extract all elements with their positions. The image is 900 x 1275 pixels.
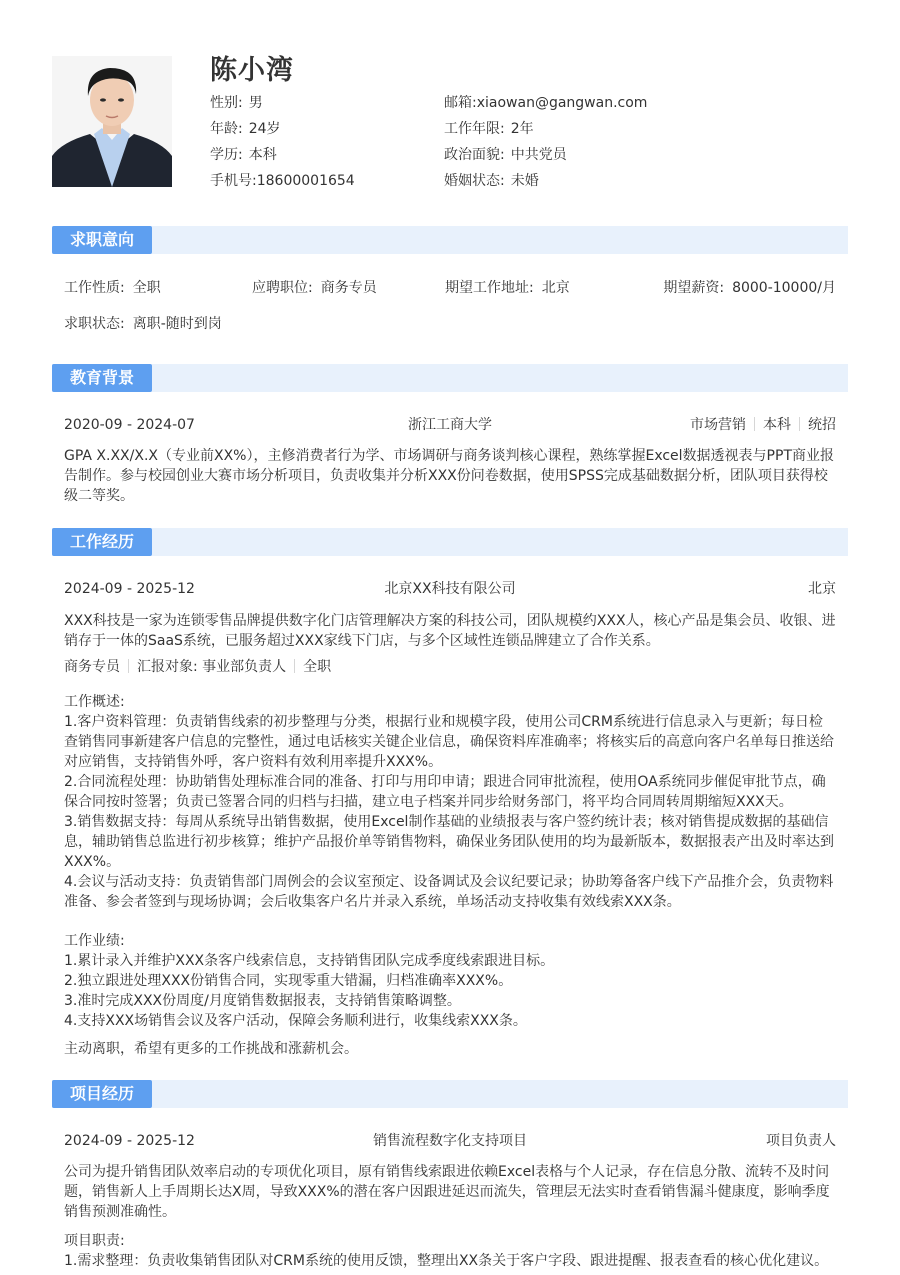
- intent-job-type: [64, 278, 161, 298]
- education-period: 2020-09 - 2024-07: [64, 417, 195, 433]
- section-header-project: [52, 1080, 848, 1108]
- section-title: 求职意向: [52, 226, 152, 254]
- work-tag: 商务专员: [64, 659, 120, 675]
- info-value: 中共党员: [510, 147, 567, 163]
- work-achievement-item: 2.独立跟进处理XXX份销售合同，实现零重大错漏，归档准确率XXX%。: [64, 973, 513, 989]
- info-value: 未婚: [510, 173, 539, 189]
- info-value: xiaowan@gangwan.com: [476, 95, 648, 111]
- work-overview-item: 2.合同流程处理：协助销售处理标准合同的准备、打印与用印申请；跟进合同审批流程，使用OA系统同步催促审批节点，确保合同按时签署；负责已签署合同的归档与扫描，建立电子档案并同步给财务部门，将平均合同周转周期缩短XXX天。: [64, 774, 826, 810]
- candidate-name: 陈小湾: [210, 55, 294, 86]
- work-achievements-title: 工作业绩:: [64, 933, 125, 949]
- intent-label: 求职状态:: [64, 316, 125, 332]
- intent-value: 商务专员: [320, 280, 377, 296]
- divider: [294, 659, 295, 673]
- info-value: 2年: [510, 121, 534, 137]
- info-label: 年龄:: [210, 121, 243, 137]
- info-phone: [210, 171, 355, 197]
- intent-location: [445, 278, 570, 298]
- work-leave-reason: 主动离职，希望有更多的工作挑战和涨薪机会。: [64, 1041, 358, 1057]
- intent-label: 工作性质:: [64, 280, 125, 296]
- project-role: 项目负责人: [766, 1133, 836, 1149]
- work-achievement-item: 4.支持XXX场销售会议及客户活动，保障会务顺利进行，收集线索XXX条。: [64, 1013, 527, 1029]
- divider: [754, 417, 755, 431]
- education-type: 统招: [808, 417, 836, 433]
- work-achievements: [64, 931, 836, 1031]
- info-gender: [210, 93, 355, 119]
- work-overview-title: 工作概述:: [64, 694, 125, 710]
- info-email: [444, 93, 647, 119]
- intent-value: 8000-10000/月: [732, 280, 836, 296]
- intent-status: [64, 314, 222, 334]
- project-period: 2024-09 - 2025-12: [64, 1133, 195, 1149]
- info-label: 婚姻状态:: [444, 173, 505, 189]
- project-duty-item: 1.需求整理：负责收集销售团队对CRM系统的使用反馈，整理出XX条关于客户字段、跟进提醒、报表查看的核心优化建议。: [64, 1253, 829, 1269]
- intent-label: 期望薪资:: [663, 280, 725, 296]
- work-company: 北京XX科技有限公司: [384, 581, 516, 597]
- work-overview-item: 1.客户资料管理：负责销售线索的初步整理与分类，根据行业和规模字段，使用公司CRM系统进行信息录入与更新；每日检查销售同事新建客户信息的完整性，通过电话核实关键企业信息，确保资料库准确率；将核实后的高意向客户名单每日推送给对应销售，支持销售外呼，客户资料有效利用率提升XXX%。: [64, 714, 834, 770]
- project-duties-title: 项目职责:: [64, 1233, 125, 1249]
- intent-salary: [663, 278, 836, 298]
- divider: [799, 417, 800, 431]
- project-duties: [64, 1231, 836, 1271]
- section-title: 项目经历: [52, 1080, 152, 1108]
- work-entry-header: [64, 579, 836, 599]
- work-overview: [64, 692, 836, 912]
- info-marital-status: [444, 171, 647, 197]
- info-label: 工作年限:: [444, 121, 505, 137]
- work-tag: 汇报对象: 事业部负责人: [137, 659, 287, 675]
- section-title: 工作经历: [52, 528, 152, 556]
- education-major: 市场营销: [690, 417, 746, 433]
- section-header-education: [52, 364, 848, 392]
- info-value: 24岁: [248, 121, 281, 137]
- intent-label: 应聘职位:: [252, 280, 313, 296]
- section-header-intent: [52, 226, 848, 254]
- info-education: [210, 145, 355, 171]
- avatar-photo: [52, 56, 172, 187]
- info-age: [210, 119, 355, 145]
- basic-info-left: [210, 93, 355, 197]
- divider: [128, 659, 129, 673]
- work-tags: [64, 657, 836, 677]
- basic-info-right: [444, 93, 647, 197]
- info-label: 性别:: [210, 95, 243, 111]
- info-value: 男: [248, 95, 263, 111]
- info-political-status: [444, 145, 647, 171]
- education-entry-header: [64, 415, 836, 435]
- info-work-years: [444, 119, 647, 145]
- intent-value: 北京: [541, 280, 570, 296]
- intent-value: 全职: [132, 280, 161, 296]
- project-name: 销售流程数字化支持项目: [373, 1133, 527, 1149]
- education-degree: 本科: [763, 417, 791, 433]
- work-overview-item: 4.会议与活动支持：负责销售部门周例会的会议室预定、设备调试及会议纪要记录；协助筹备客户线下产品推介会，负责物料准备、参会者签到与现场协调；会后收集客户名片并录入系统，单场活动支持收集有效线索XXX条。: [64, 874, 834, 910]
- section-title: 教育背景: [52, 364, 152, 392]
- info-value: 本科: [248, 147, 277, 163]
- intent-value: 离职-随时到岗: [132, 316, 222, 332]
- person-photo-icon: [52, 56, 172, 187]
- info-label: 邮箱:: [444, 95, 477, 111]
- intent-position: [252, 278, 377, 298]
- work-achievement-item: 3.准时完成XXX份周度/月度销售数据报表，支持销售策略调整。: [64, 993, 461, 1009]
- work-city: 北京: [808, 581, 836, 597]
- education-description: GPA X.XX/X.X（专业前XX%），主修消费者行为学、市场调研与商务谈判核心课程，熟练掌握Excel数据透视表与PPT商业报告制作。参与校园创业大赛市场分析项目，负责收集并分析XXX份问卷数据，使用SPSS完成基础数据分析，团队项目获得校级二等奖。: [64, 448, 834, 504]
- info-value: 18600001654: [256, 173, 355, 189]
- info-label: 手机号:: [210, 173, 257, 189]
- info-label: 学历:: [210, 147, 243, 163]
- intent-label: 期望工作地址:: [445, 280, 534, 296]
- section-header-work: [52, 528, 848, 556]
- work-tag: 全职: [303, 659, 332, 675]
- info-label: 政治面貌:: [444, 147, 505, 163]
- education-meta: [690, 415, 836, 435]
- work-company-intro: XXX科技是一家为连锁零售品牌提供数字化门店管理解决方案的科技公司，团队规模约XXX人，核心产品是集会员、收银、进销存于一体的SaaS系统，已服务超过XXX家线下门店，与多个区域性连锁品牌建立了合作关系。: [64, 613, 836, 649]
- work-achievement-item: 1.累计录入并维护XXX条客户线索信息，支持销售团队完成季度线索跟进目标。: [64, 953, 555, 969]
- work-overview-item: 3.销售数据支持：每周从系统导出销售数据，使用Excel制作基础的业绩报表与客户签约统计表；核对销售提成数据的基础信息，辅助销售总监进行初步核算；维护产品报价单等销售物料，确保业务团队使用的均为最新版本，数据报表产出及时率达到XXX%。: [64, 814, 834, 870]
- project-description: 公司为提升销售团队效率启动的专项优化项目，原有销售线索跟进依赖Excel表格与个人记录，存在信息分散、流转不及时问题，销售新人上手周期长达X周，导致XXX%的潜在客户因跟进延迟而流失，管理层无法实时查看销售漏斗健康度，影响季度销售预测准确性。: [64, 1164, 830, 1220]
- project-entry-header: [64, 1131, 836, 1151]
- work-period: 2024-09 - 2025-12: [64, 581, 195, 597]
- education-school: 浙江工商大学: [408, 417, 492, 433]
